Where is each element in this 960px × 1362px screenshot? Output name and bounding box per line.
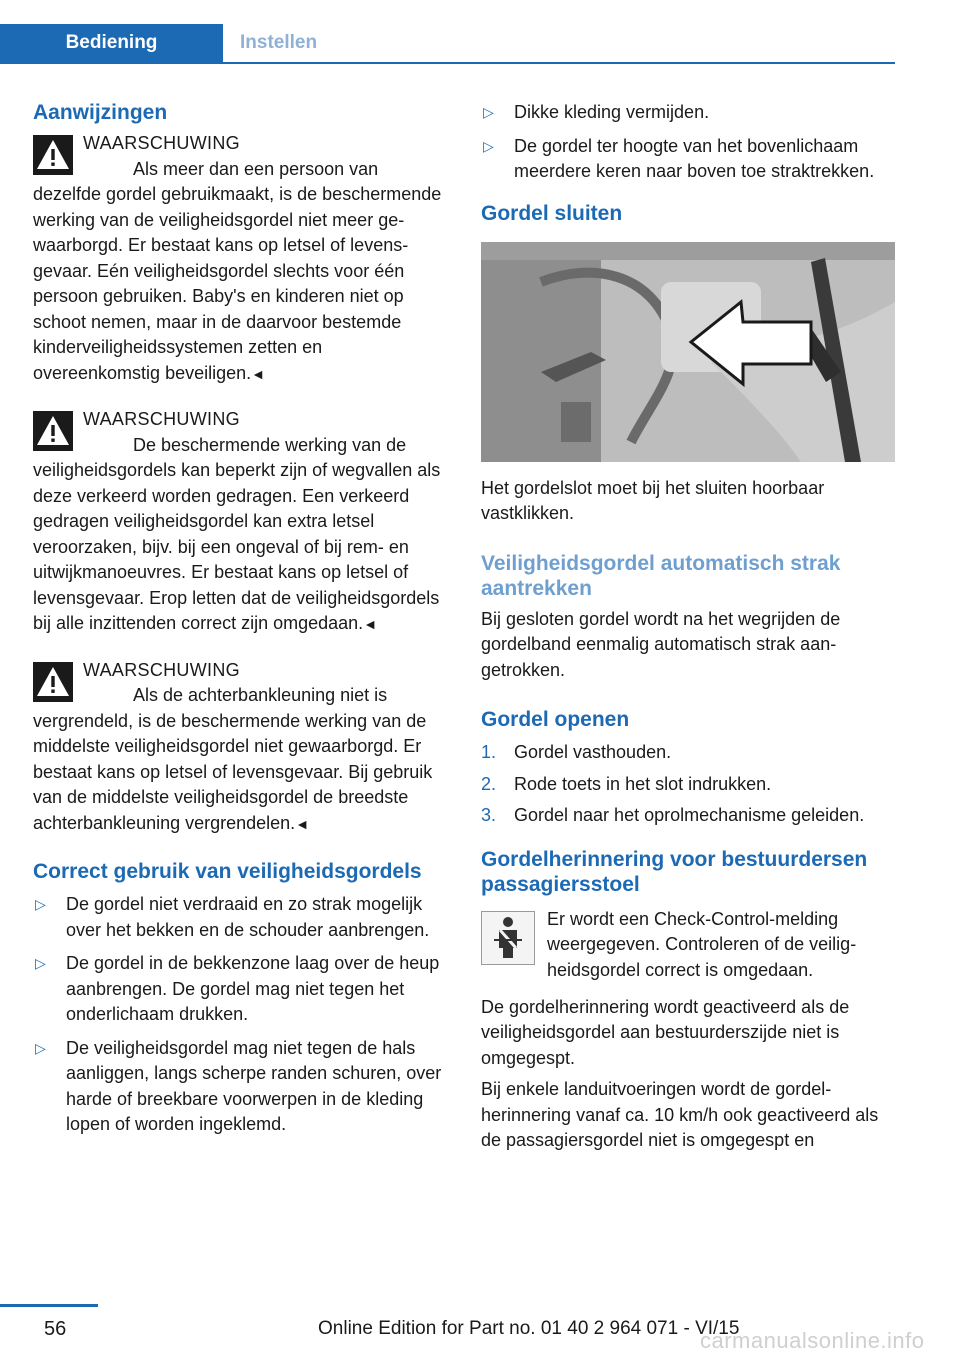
warning-block-3 — [33, 658, 448, 838]
auto-tension-text: Bij gesloten gordel wordt na het wegrijden de gordelband eenmalig automatisch strak aangetrokken. — [481, 608, 841, 680]
step-text: Rode toets in het slot indrukken. — [514, 773, 772, 794]
reminder-paragraph-2: Bij enkele landuitvoeringen wordt de gordelherinnering vanaf ca. 10 km/h ook geactiveerd als de passagiersgordel niet is omgegespt en — [481, 1079, 879, 1150]
reminder-paragraph-1: De gordelherinnering wordt geactiveerd als de veiligheidsgordel aan bestuurderszijde niet is omgegespt. — [481, 996, 850, 1068]
open-steps-list — [481, 740, 895, 829]
reminder-text: Er wordt een Check-Control-melding weergegeven. Controleren of de veiligheidsgordel correct is omgedaan. — [547, 908, 857, 980]
usage-bullet-list — [33, 892, 448, 1138]
heading-aanwijzingen: Aanwijzingen — [33, 101, 168, 124]
warning-triangle-icon — [33, 411, 73, 451]
heading-correct-gebruik: Correct gebruik van veiligheidsgordels — [33, 860, 422, 883]
list-item-text: De gordel niet verdraaid en zo strak mogelijk over het bekken en de schouder aanbrengen. — [66, 894, 430, 940]
list-item-text: De gordel in de bekkenzone laag over de heup aanbrengen. De gordel mag niet tegen het onderlichaam drukken. — [66, 953, 440, 1024]
triangle-bullet-icon: ▷ — [483, 137, 494, 154]
warning-title: WAARSCHUWING — [83, 659, 240, 680]
warning-text-body: Als meer dan een persoon van dezelfde gordel gebruikmaakt, is de beschermende werking van de veiligheidsgordel niet meer gewaarborgd. Er bestaat kans op letsel of levensgevaar. Eén veiligheidsgordel slechts voor één persoon gebruiken. Baby's en kinderen niet op schoot nemen, maar in de daarvoor bestemde kinderveiligheidssystemen zetten en overeenkomstig beveiligen. — [33, 158, 442, 383]
warning-triangle-icon — [33, 662, 73, 702]
list-item — [33, 1036, 448, 1138]
step-number: 3. — [481, 805, 497, 825]
usage-bullet-list-continued — [481, 100, 895, 185]
warning-text — [33, 157, 448, 388]
warning-text — [33, 433, 448, 638]
warning-text-body: De beschermende werking van de veiligheidsgordels kan beperkt zijn of wegvallen als deze verkeerd worden gedragen. Een verkeerd gedragen veiligheidsgordel kan extra letsel veroorzaken, bijv. bij een ongeval of bij rem- en uitwijkmanoeuvres. Er bestaat kans op letsel of levensgevaar. Erop letten dat de veiligheidsgordels bij alle inzittenden correct zijn omgedaan. — [33, 434, 441, 633]
step-text: Gordel naar het oprolmechanisme geleiden. — [514, 805, 865, 825]
list-item — [481, 740, 895, 766]
left-column — [33, 100, 448, 1146]
end-mark: ◄ — [251, 365, 265, 382]
footer-rule — [0, 1304, 98, 1307]
triangle-bullet-icon: ▷ — [483, 104, 494, 120]
warning-title: WAARSCHUWING — [83, 409, 240, 429]
warning-text — [33, 683, 448, 837]
triangle-bullet-icon: ▷ — [35, 1039, 46, 1056]
list-item — [481, 100, 895, 126]
warning-triangle-icon — [33, 135, 73, 175]
warning-title: WAARSCHUWING — [83, 133, 240, 153]
step-number: 1. — [481, 742, 497, 762]
seatbelt-warning-icon — [481, 911, 535, 965]
list-item — [33, 951, 448, 1028]
watermark: carmanualsonline.info — [700, 1328, 925, 1353]
list-item — [481, 134, 895, 185]
step-text: Gordel vasthouden. — [514, 742, 672, 762]
warning-text-body: Als de achterbankleuning niet is vergrendeld, is de beschermende werking van de middelste veiligheidsgordel niet gewaarborgd. Er bestaat kans op letsel of levensgevaar. Bij gebruik van de middelste veiligheidsgordel de breedste achterbankleuning vergrendelen. — [33, 685, 433, 833]
heading-automatisch-strak: Veiligheidsgordel automatisch strak aantrekken — [481, 551, 841, 600]
list-item-text: De veiligheidsgordel mag niet tegen de hals aanliggen, langs scherpe randen schuren, over harde of breekbare voorwerpen in de kleding lopen of worden ingeklemd. — [66, 1037, 442, 1134]
list-item-text: Dikke kleding vermijden. — [514, 102, 710, 122]
edition-line: Online Edition for Part no. 01 40 2 964 071 - VI/15 — [318, 1318, 740, 1339]
warning-block-1 — [33, 131, 448, 387]
list-item — [33, 892, 448, 943]
step-number: 2. — [481, 773, 497, 794]
end-mark: ◄ — [295, 815, 310, 832]
heading-gordel-sluiten: Gordel sluiten — [481, 201, 623, 225]
seatbelt-buckle-photo — [481, 242, 895, 462]
page-number: 56 — [44, 1318, 67, 1340]
tab-instellen[interactable]: Instellen — [240, 32, 318, 53]
reminder-block — [481, 907, 895, 985]
heading-gordel-openen: Gordel openen — [481, 708, 630, 731]
chapter-tab-bar — [0, 24, 895, 64]
triangle-bullet-icon: ▷ — [35, 896, 46, 912]
photo-caption: Het gordelslot moet bij het sluiten hoorbaar vastklikken. — [481, 477, 825, 523]
list-item — [481, 772, 895, 798]
tab-bediening[interactable]: Bediening — [0, 24, 223, 62]
warning-block-2 — [33, 407, 448, 638]
heading-gordelherinnering: Gordelherinnering voor bestuurdersen passagiersstoel — [481, 847, 868, 896]
right-column — [481, 100, 895, 1154]
end-mark: ◄ — [363, 616, 378, 632]
list-item-text: De gordel ter hoogte van het bovenlichaam meerdere keren naar boven toe straktrekken. — [514, 135, 875, 181]
triangle-bullet-icon: ▷ — [35, 955, 46, 971]
list-item — [481, 803, 895, 829]
